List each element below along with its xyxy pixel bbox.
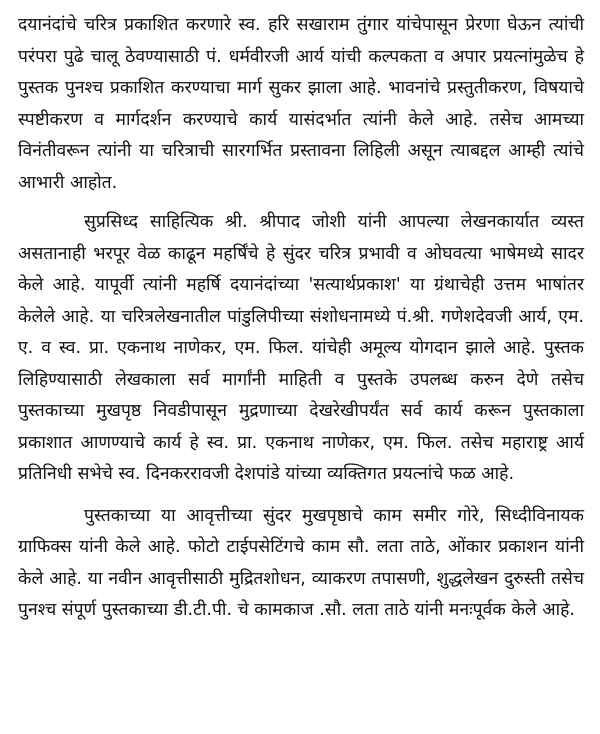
document-page [18,10,584,627]
paragraph-author-acknowledgement: सुप्रसिध्द साहित्यिक श्री. श्रीपाद जोशी यांनी आपल्या लेखनकार्यात व्यस्त असतानाही भरपूर वेळ काढून महर्षिंचे हे सुंदर चरित्र प्रभावी व ओघवत्या भाषेमध्ये सादर केले आहे. यापूर्वी त्यांनी महर्षि दयानंदांच्या 'सत्यार्थप्रकाश' या ग्रंथाचेही उत्तम भाषांतर केलेले आहे. या चरित्रलेखनातील पांडुलिपीच्या संशोधनामध्ये पं.श्री. गणेशदेवजी आर्य, एम. ए. व स्व. प्रा. एकनाथ नाणेकर, एम. फिल. यांचेही अमूल्य योगदान झाले आहे. पुस्तक लिहिण्यासाठी लेखकाला सर्व मार्गांनी माहिती व पुस्तके उपलब्ध करुन देणे तसेच पुस्तकाच्या मुखपृष्ठ निवडीपासून मुद्रणाच्या देखरेखीपर्यंत सर्व कार्य करून पुस्तकाला प्रकाशात आणण्याचे कार्य हे स्व. प्रा. एकनाथ नाणेकर, एम. फिल. तसेच महाराष्ट्र आर्य प्रतिनिधी सभेचे स्व. दिनकररावजी देशपांडे यांच्या व्यक्तिगत प्रयत्नांचे फळ आहे. [18,212,584,484]
paragraph-edition-credits: पुस्तकाच्या या आवृत्तीच्या सुंदर मुखपृष्ठाचे काम समीर गोरे, सिध्दीविनायक ग्राफिक्स यांनी केले आहे. फोटो टाईपसेटिंगचे काम सौ. लता ताठे, ओंकार प्रकाशन यांनी केले आहे. या नवीन आवृत्तीसाठी मुद्रितशोधन, व्याकरण तपासणी, शुद्धलेखन दुरुस्ती तसेच पुनश्च संपूर्ण पुस्तकाच्या डी.टी.पी. चे कामकाज .सौ. लता ताठे यांनी मनःपूर्वक केले आहे. [18,505,584,620]
paragraph-acknowledgement-intro: दयानंदांचे चरित्र प्रकाशित करणारे स्व. हरि सखाराम तुंगार यांचेपासून प्रेरणा घेऊन त्यांची परंपरा पुढे चालू ठेवण्यासाठी पं. धर्मवीरजी आर्य यांची कल्पकता व अपार प्रयत्नांमुळेच हे पुस्तक पुनश्च प्रकाशित करण्याचा मार्ग सुकर झाला आहे. भावनांचे प्रस्तुतीकरण, विषयाचे स्पष्टीकरण व मार्गदर्शन करण्याचे कार्य यासंदर्भात त्यांनी केले आहे. तसेच आमच्या विनंतीवरून त्यांनी या चरित्राची सारगर्भित प्रस्तावना लिहिली असून त्याबद्दल आम्ही त्यांचे आभारी आहोत. [18,15,584,193]
